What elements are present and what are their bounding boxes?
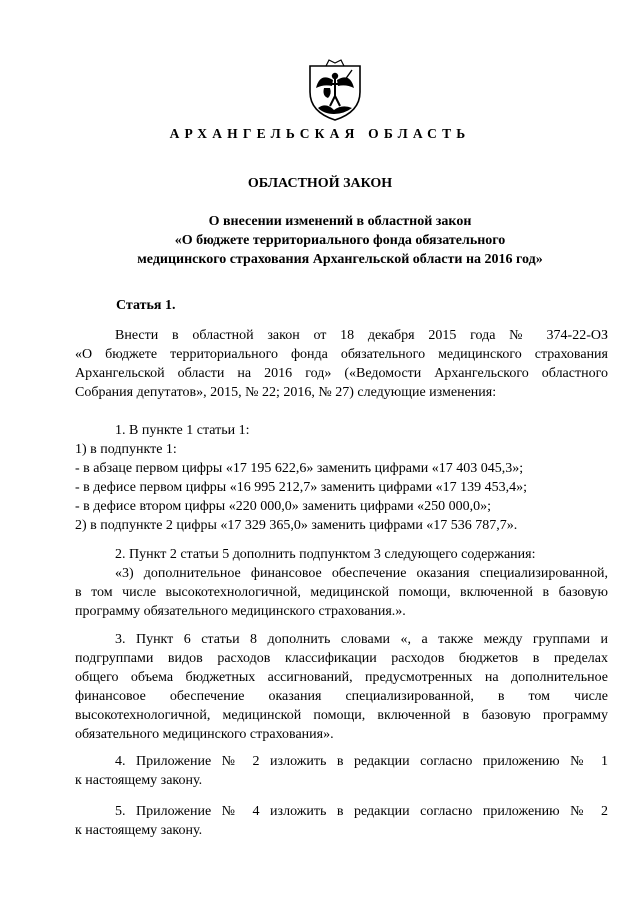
item-heading: 1. В пункте 1 статьи 1: [115,423,250,438]
item-line: обязательного медицинского страхования». [75,727,334,742]
paragraph-line: Архангельской области на 2016 год» («Ведомости Архангельского областного [75,366,608,381]
item-line: высокотехнологичной, медицинской помощи, включенной в базовую программу [75,708,608,723]
law-title-line: медицинского страхования Архангельской области на 2016 год» [137,252,543,267]
item-line: - в абзаце первом цифры «17 195 622,6» заменить цифрами «17 403 045,3»; [75,461,524,476]
item-line: к настоящему закону. [75,823,203,838]
paragraph-line: «О бюджете территориального фонда обязательного медицинского страхования [75,347,608,362]
region-name: АРХАНГЕЛЬСКАЯ ОБЛАСТЬ [169,126,471,141]
law-type-heading: ОБЛАСТНОЙ ЗАКОН [247,176,393,191]
item-line: к настоящему закону. [75,773,203,788]
item-line: 5. Приложение № 4 изложить в редакции согласно приложению № 2 [115,804,608,819]
item-line: 2) в подпункте 2 цифры «17 329 365,0» заменить цифрами «17 536 787,7». [75,518,518,533]
item-line: 4. Приложение № 2 изложить в редакции согласно приложению № 1 [115,754,608,769]
item-line: в том числе высокотехнологичной, медицинской помощи, включенной в базовую [75,585,608,600]
law-title-line: «О бюджете территориального фонда обязательного [174,233,506,248]
item-line: подгруппами видов расходов классификации расходов бюджетов в пределах [75,651,608,666]
item-4 [75,752,608,790]
arkhangelsk-coat-of-arms-icon [304,58,366,122]
item-5 [75,802,608,840]
item-line: «3) дополнительное финансовое обеспечение оказания специализированной, [115,566,608,581]
item-line: - в дефисе втором цифры «220 000,0» заменить цифрами «250 000,0»; [75,499,492,514]
item-line: программу обязательного медицинского страхования.». [75,604,406,619]
item-2 [75,545,608,621]
item-line: общего объема бюджетных ассигнований, предусмотренных на дополнительное [75,670,608,685]
item-line: 2. Пункт 2 статьи 5 дополнить подпунктом 3 следующего содержания: [115,547,536,562]
law-title [90,212,590,269]
paragraph-line: Внести в областной закон от 18 декабря 2015 года № 374-22-ОЗ [115,328,608,343]
intro-paragraph [75,326,608,402]
article-heading: Статья 1. [116,298,176,313]
item-line: 1) в подпункте 1: [75,442,177,457]
item-line: - в дефисе первом цифры «16 995 212,7» заменить цифрами «17 139 453,4»; [75,480,528,495]
paragraph-line: Собрания депутатов», 2015, № 22; 2016, № 27) следующие изменения: [75,385,497,400]
item-line: финансовое обеспечение оказания специализированной, в том числе [75,689,608,704]
item-1 [75,421,608,535]
item-3 [75,630,608,744]
item-line: 3. Пункт 6 статьи 8 дополнить словами «, а также между группами и [115,632,608,647]
law-title-line: О внесении изменений в областной закон [208,214,472,229]
